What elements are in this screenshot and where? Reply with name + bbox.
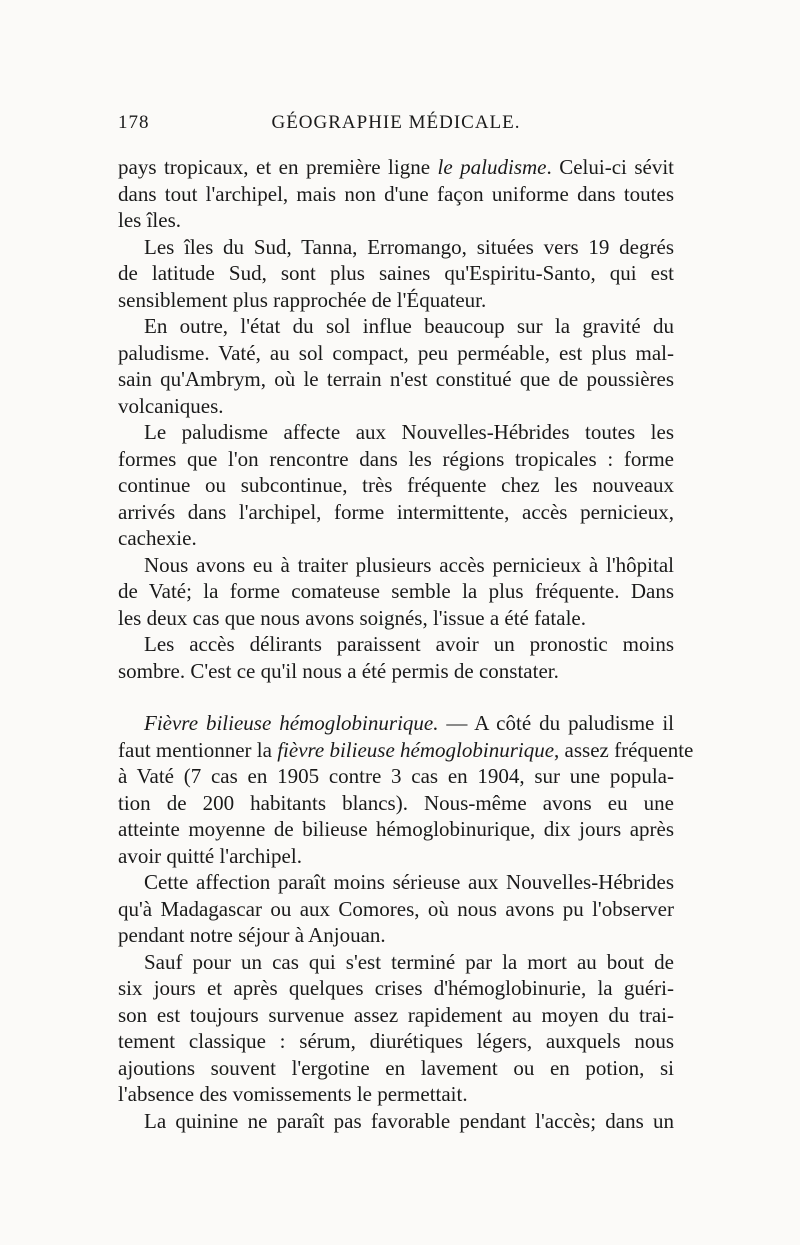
- italic-phrase: Fièvre bilieuse hémoglobinurique.: [144, 711, 439, 735]
- text-line: continue ou subcontinue, très fréquente chez les nouveaux: [118, 473, 674, 497]
- text-line: ajoutions souvent l'ergotine en lavement ou en potion, si: [118, 1055, 674, 1080]
- text-line: faut mentionner la fièvre bilieuse hémoglobinurique, assez fréquente: [118, 737, 694, 762]
- text-line: sain qu'Ambrym, où le terrain n'est constitué que de poussières: [118, 367, 674, 391]
- page-number: 178: [118, 112, 150, 133]
- book-page: [118, 112, 694, 1134]
- text-line: pays tropicaux, et en première ligne le paludisme. Celui-ci sévit: [118, 155, 674, 179]
- running-title: GÉOGRAPHIE MÉDICALE.: [271, 112, 521, 133]
- text-line: à Vaté (7 cas en 1905 contre 3 cas en 1904, sur une popula-: [118, 764, 674, 788]
- text-line: cachexie.: [118, 526, 197, 550]
- text-line: dans tout l'archipel, mais non d'une façon uniforme dans toutes: [118, 181, 674, 206]
- text-line: de latitude Sud, sont plus saines qu'Espiritu-Santo, qui est: [118, 261, 674, 285]
- text-line: sombre. C'est ce qu'il nous a été permis de constater.: [118, 658, 559, 683]
- text-line: pendant notre séjour à Anjouan.: [118, 923, 386, 947]
- italic-phrase: fièvre bilieuse hémoglobinurique: [277, 737, 555, 762]
- text-line: atteinte moyenne de bilieuse hémoglobinurique, dix jours après: [118, 817, 674, 841]
- text-line: Le paludisme affecte aux Nouvelles-Hébrides toutes les: [144, 420, 674, 444]
- text-line: formes que l'on rencontre dans les régions tropicales : forme: [118, 446, 674, 471]
- text-line: Fièvre bilieuse hémoglobinurique. — A côté du paludisme il: [144, 711, 675, 735]
- text-line: tion de 200 habitants blancs). Nous-même avons eu une: [118, 790, 674, 815]
- text-line: de Vaté; la forme comateuse semble la plus fréquente. Dans: [118, 579, 674, 603]
- text-line: avoir quitté l'archipel.: [118, 843, 302, 868]
- text-line: son est toujours survenue assez rapidement au moyen du trai-: [118, 1002, 674, 1027]
- text-line: Nous avons eu à traiter plusieurs accès pernicieux à l'hôpital: [144, 552, 674, 577]
- text-line: sensiblement plus rapprochée de l'Équateur.: [118, 287, 487, 312]
- text-line: tement classique : sérum, diurétiques légers, auxquels nous: [118, 1029, 674, 1053]
- text-line: l'absence des vomissements le permettait.: [118, 1082, 468, 1106]
- body-text: [118, 154, 694, 1134]
- text-line: Cette affection paraît moins sérieuse aux Nouvelles-Hébrides: [144, 870, 674, 894]
- text-line: paludisme. Vaté, au sol compact, peu perméable, est plus mal-: [118, 340, 674, 365]
- section-gap: [118, 684, 674, 710]
- text-line: arrivés dans l'archipel, forme intermittente, accès pernicieux,: [118, 499, 674, 524]
- text-line: les îles.: [118, 208, 181, 232]
- text-line: six jours et après quelques crises d'hémoglobinurie, la guéri-: [118, 976, 674, 1000]
- text-line: les deux cas que nous avons soignés, l'issue a été fatale.: [118, 605, 586, 630]
- text-line: Les accès délirants paraissent avoir un pronostic moins: [144, 632, 674, 656]
- page-header: [118, 112, 674, 142]
- text-line: qu'à Madagascar ou aux Comores, où nous avons pu l'observer: [118, 896, 674, 921]
- text-line: Les îles du Sud, Tanna, Erromango, situées vers 19 degrés: [144, 234, 674, 259]
- text-line: La quinine ne paraît pas favorable pendant l'accès; dans un: [144, 1108, 674, 1133]
- text-line: En outre, l'état du sol influe beaucoup sur la gravité du: [144, 314, 674, 338]
- italic-phrase: le paludisme: [437, 155, 547, 179]
- text-line: volcaniques.: [118, 393, 224, 418]
- text-line: Sauf pour un cas qui s'est terminé par la mort au bout de: [144, 949, 674, 974]
